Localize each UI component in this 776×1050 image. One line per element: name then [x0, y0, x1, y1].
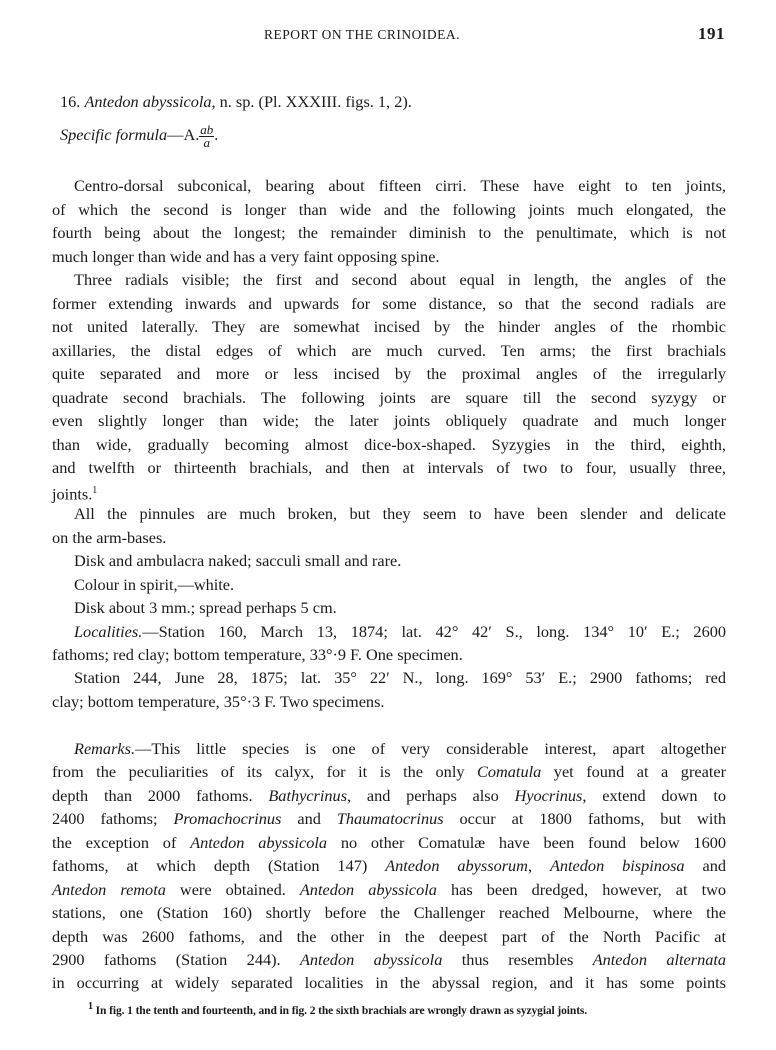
text-line: [52, 762, 726, 782]
text-line: [52, 388, 726, 408]
text-line: [52, 458, 726, 478]
species-heading: [60, 92, 734, 112]
text-line: [52, 317, 726, 337]
italic-text: Thaumatocrinus: [336, 809, 444, 828]
text-segment: than wide, gradually becoming almost dice-box-shaped. Syzygies in the third, eighth,: [52, 435, 726, 454]
italic-text: Antedon alternata: [592, 950, 727, 969]
text-segment: no other Comatulæ have been found below 1600: [327, 833, 726, 852]
text-segment: yet found at a greater: [541, 762, 726, 781]
text-line: [52, 903, 726, 923]
italic-text: Hyocrinus: [514, 786, 583, 805]
text-line: [52, 880, 726, 900]
footnote-reference: 1: [92, 485, 98, 496]
text-line: [52, 856, 726, 876]
italic-text: Bathycrinus: [268, 786, 348, 805]
text-segment: clay; bottom temperature, 35°·3 F. Two specimens.: [52, 692, 385, 711]
text-line: [52, 528, 726, 548]
text-line: [52, 223, 726, 243]
text-segment: quadrate second brachials. The following joints are square till the second syzygy or: [52, 388, 726, 407]
text-segment: former extending inwards and upwards for some distance, so that the second radials are: [52, 294, 726, 313]
formula-end: .: [214, 125, 219, 145]
specific-formula: [60, 124, 734, 149]
text-line: [74, 622, 726, 642]
text-line: [52, 833, 726, 853]
italic-text: Antedon abyssicola: [190, 833, 327, 852]
formula-label: Specific formula: [60, 125, 168, 145]
italic-text: Antedon abyssicola: [299, 950, 443, 969]
text-segment: Station 244, June 28, 1875; lat. 35° 22′ N., long. 169° 53′ E.; 2900 fathoms; red: [74, 668, 726, 687]
species-heading-rest: , n. sp. (Pl. XXXIII. figs. 1, 2).: [211, 92, 412, 111]
text-line: [52, 809, 726, 829]
text-line: [74, 739, 726, 759]
text-line: [52, 411, 726, 431]
text-line: [74, 551, 726, 571]
text-segment: joints.: [52, 484, 93, 504]
italic-text: Comatula: [477, 762, 542, 781]
text-segment: ,: [527, 856, 550, 875]
text-segment: fathoms, at which depth (Station 147): [52, 856, 386, 875]
text-segment: quite separated and more or less incised by the proximal angles of the irregularly: [52, 364, 726, 383]
text-segment: occur at 1800 fathoms, but with: [443, 809, 727, 828]
text-segment: fathoms; red clay; bottom temperature, 33°·9 F. One specimen.: [52, 645, 463, 664]
text-segment: were obtained.: [165, 880, 300, 899]
text-segment: not united laterally. They are somewhat incised by the hinder angles of the rhombic: [52, 317, 726, 336]
species-number: 16.: [60, 92, 81, 111]
text-line: [74, 668, 726, 688]
text-segment: and: [281, 809, 337, 828]
text-line: [74, 504, 726, 524]
text-segment: and twelfth or thirteenth brachials, and then at intervals of two to four, usually three,: [52, 458, 726, 477]
text-segment: axillaries, the distal edges of which are much curved. Ten arms; the first brachials: [52, 341, 726, 360]
text-segment: Disk about 3 mm.; spread perhaps 5 cm.: [74, 598, 337, 617]
text-segment: from the peculiarities of its calyx, for it is the only: [52, 762, 478, 781]
italic-text: Remarks.: [74, 739, 136, 758]
formula-dash: —A.: [167, 125, 200, 145]
text-segment: Three radials visible; the first and second about equal in length, the angles of the: [74, 270, 726, 289]
text-line: [52, 481, 726, 504]
text-segment: fourth being about the longest; the remainder diminish to the penultimate, which is not: [52, 223, 726, 242]
running-title: REPORT ON THE CRINOIDEA.: [264, 27, 460, 42]
text-line: [52, 645, 726, 665]
text-segment: in occurring at widely separated localities in the abyssal region, and it has some points: [52, 973, 726, 992]
text-segment: , and perhaps also: [347, 786, 515, 805]
text-segment: depth than 2000 fathoms.: [52, 786, 269, 805]
text-segment: Colour in spirit,—white.: [74, 575, 235, 594]
italic-text: Antedon abyssorum: [385, 856, 528, 875]
text-segment: , extend down to: [582, 786, 727, 805]
text-segment: on the arm-bases.: [52, 528, 167, 547]
text-line: [52, 341, 726, 361]
text-segment: —Station 160, March 13, 1874; lat. 42° 42′ S., long. 134° 10′ E.; 2600: [142, 622, 726, 641]
text-segment: thus resembles: [442, 950, 593, 969]
species-name: Antedon abyssicola: [84, 92, 212, 111]
text-line: [52, 364, 726, 384]
text-segment: stations, one (Station 160) shortly before the Challenger reached Melbourne, where the: [52, 903, 726, 922]
text-segment: depth was 2600 fathoms, and the other in the deepest part of the North Pacific at: [52, 927, 726, 946]
formula-numerator: ab: [200, 122, 214, 137]
text-line: [52, 435, 726, 455]
text-line: [52, 927, 726, 947]
text-segment: 2900 fathoms (Station 244).: [52, 950, 300, 969]
page-number: 191: [698, 24, 725, 43]
footnote-text: In fig. 1 the tenth and fourteenth, and in fig. 2 the sixth brachials are wrongly drawn as syzygial joints.: [92, 1004, 588, 1017]
formula-denominator: a: [203, 135, 211, 150]
text-line: [74, 176, 726, 196]
text-segment: Disk and ambulacra naked; sacculi small and rare.: [74, 551, 402, 570]
text-segment: even slightly longer than wide; the later joints obliquely quadrate and much longer: [52, 411, 726, 430]
text-segment: 2400 fathoms;: [52, 809, 174, 828]
text-line: [52, 973, 726, 993]
formula-fraction: [199, 124, 214, 149]
text-segment: has been dredged, however, at two: [436, 880, 726, 899]
text-segment: much longer than wide and has a very faint opposing spine.: [52, 247, 440, 266]
italic-text: Antedon remota: [52, 880, 166, 899]
text-segment: Centro-dorsal subconical, bearing about fifteen cirri. These have eight to ten joints,: [74, 176, 726, 195]
text-segment: of which the second is longer than wide and the following joints much elongated, the: [52, 200, 726, 219]
text-line: [52, 200, 726, 220]
text-line: [52, 692, 726, 712]
text-segment: —This little species is one of very considerable interest, apart altogether: [135, 739, 726, 758]
text-line: [74, 575, 726, 595]
text-line: [52, 294, 726, 314]
text-segment: and: [684, 856, 726, 875]
text-line: [74, 598, 726, 618]
text-line: [52, 786, 726, 806]
italic-text: Antedon bispinosa: [549, 856, 685, 875]
text-segment: the exception of: [52, 833, 191, 852]
italic-text: Promachocrinus: [173, 809, 282, 828]
text-line: [74, 270, 726, 290]
text-segment: All the pinnules are much broken, but they seem to have been slender and delicate: [74, 504, 726, 523]
text-line: [52, 950, 726, 970]
footnote: [88, 1001, 587, 1017]
italic-text: Localities.: [74, 622, 143, 641]
footnote-marker: 1: [88, 1001, 93, 1012]
italic-text: Antedon abyssicola: [299, 880, 437, 899]
text-line: [52, 247, 726, 267]
